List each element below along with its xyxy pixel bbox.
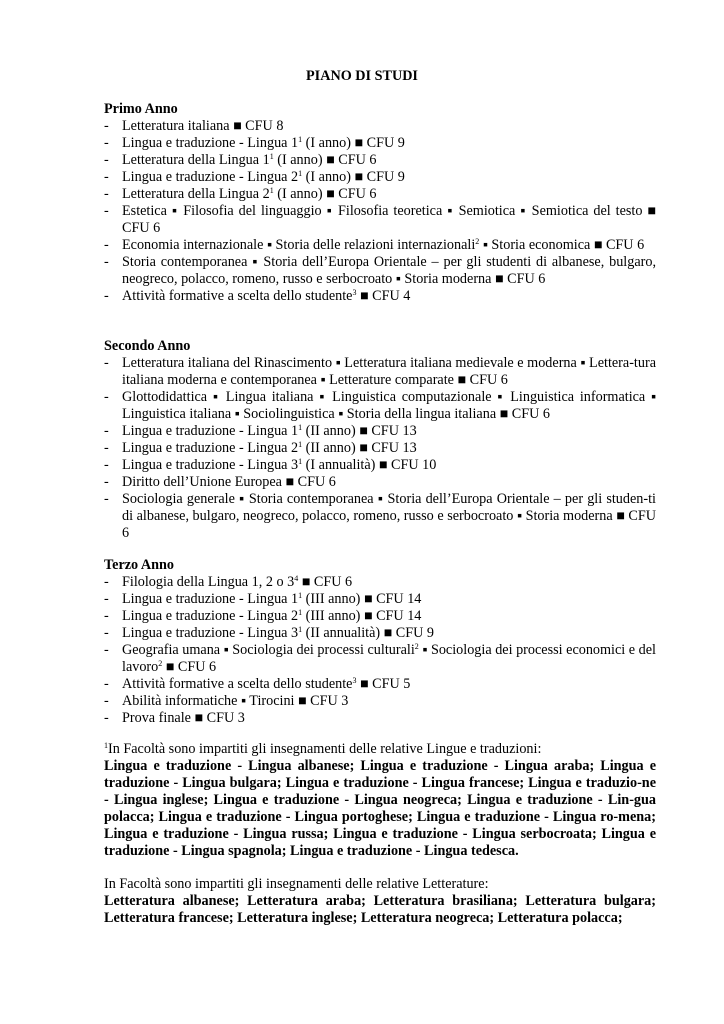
course-text: (III anno) ■ CFU 14 (302, 591, 422, 607)
course-text: (I anno) ■ CFU 6 (273, 152, 377, 168)
course-item (104, 135, 656, 152)
footnote-intro (104, 741, 656, 758)
section-terzo-anno (104, 557, 656, 727)
course-item (104, 152, 656, 169)
footnote-ref: 1 (298, 440, 303, 449)
page-title: PIANO DI STUDI (306, 68, 418, 84)
course-text: ▪ Sociologia dei processi economici e del lavoro (122, 642, 657, 675)
footnote-ref: 1 (298, 591, 303, 600)
course-item (104, 642, 656, 676)
course-text: (I annualità) ■ CFU 10 (302, 457, 437, 473)
course-text: Diritto dell’Unione Europea ■ CFU 6 (122, 474, 336, 490)
course-text: ■ CFU 4 (356, 288, 411, 304)
course-text: (III anno) ■ CFU 14 (302, 608, 422, 624)
course-item (104, 608, 656, 625)
course-text: Lingua e traduzione - Lingua 2 (122, 608, 299, 624)
footnote-ref: 2 (158, 659, 163, 668)
footnote-ref: 1 (298, 169, 303, 178)
course-item (104, 693, 656, 710)
course-text: Storia contemporanea ▪ Storia dell’Europa Orientale – per gli studenti di albanese, bulgaro, neogreco, polacco, romeno, russo e serbocroato ▪ Storia moderna ■ CFU 6 (122, 254, 656, 287)
course-item (104, 591, 656, 608)
course-item (104, 676, 656, 693)
course-list (104, 118, 656, 305)
course-item (104, 457, 656, 474)
footnote-ref: 1 (269, 152, 274, 161)
footnote-ref: 3 (352, 676, 357, 685)
section-secondo-anno (104, 338, 656, 542)
course-text: Abilità informatiche ▪ Tirocini ■ CFU 3 (122, 693, 349, 709)
course-text: ▪ Storia economica ■ CFU 6 (479, 237, 645, 253)
course-text: (II anno) ■ CFU 13 (302, 440, 417, 456)
course-text: ■ CFU 6 (298, 574, 353, 590)
course-item (104, 389, 656, 423)
course-item (104, 203, 656, 237)
section-heading: Secondo Anno (104, 338, 191, 354)
footnote-ref: 1 (298, 457, 303, 466)
footnote-letterature (104, 876, 656, 927)
course-item (104, 254, 656, 288)
course-item (104, 491, 656, 542)
section-heading: Primo Anno (104, 101, 178, 117)
footnote-ref: 1 (298, 625, 303, 634)
course-text: (I anno) ■ CFU 9 (302, 169, 405, 185)
course-item (104, 186, 656, 203)
course-item (104, 474, 656, 491)
course-text: Economia internazionale ▪ Storia delle relazioni internazionali (122, 237, 476, 253)
course-text: Lingua e traduzione - Lingua 3 (122, 625, 299, 641)
course-text: Lingua e traduzione - Lingua 2 (122, 169, 299, 185)
footnote-ref: 1 (298, 608, 303, 617)
footnote-lingue (104, 741, 656, 860)
course-text: (I anno) ■ CFU 6 (273, 186, 377, 202)
footnote-letterature-list: Letteratura albanese; Letteratura araba; Letteratura brasiliana; Letteratura bulgara; Letteratura francese; Letteratura inglese; Letteratura neogreca; Letteratura polacca; (104, 893, 656, 926)
course-text: (II annualità) ■ CFU 9 (302, 625, 435, 641)
course-list (104, 574, 656, 727)
course-list (104, 355, 656, 542)
course-text: Letteratura della Lingua 2 (122, 186, 270, 202)
course-text: Lingua e traduzione - Lingua 3 (122, 457, 299, 473)
course-text: Estetica ▪ Filosofia del linguaggio ▪ Filosofia teoretica ▪ Semiotica ▪ Semiotica del testo ■ CFU 6 (122, 203, 656, 236)
course-text: Letteratura italiana ■ CFU 8 (122, 118, 284, 134)
course-text: Lingua e traduzione - Lingua 1 (122, 591, 299, 607)
course-item (104, 237, 656, 254)
footnote-ref: 3 (352, 288, 357, 297)
footnote-ref: 1 (298, 423, 303, 432)
footnote-ref: 2 (414, 642, 419, 651)
course-text: Lingua e traduzione - Lingua 1 (122, 135, 299, 151)
section-heading: Terzo Anno (104, 557, 175, 573)
footnote-ref: 1 (298, 135, 303, 144)
course-text: Attività formative a scelta dello studente (122, 676, 353, 692)
footnote-ref: 1 (269, 186, 274, 195)
course-item (104, 169, 656, 186)
course-text: Attività formative a scelta dello studente (122, 288, 353, 304)
course-text: Lingua e traduzione - Lingua 2 (122, 440, 299, 456)
footnote-mark: 1 (104, 741, 108, 750)
course-text: Prova finale ■ CFU 3 (122, 710, 245, 726)
footnote-intro-text: In Facoltà sono impartiti gli insegnamenti delle relative Lingue e traduzioni: (108, 741, 542, 757)
course-text: (I anno) ■ CFU 9 (302, 135, 405, 151)
course-text: ■ CFU 6 (162, 659, 217, 675)
course-item (104, 440, 656, 457)
footnote-intro: In Facoltà sono impartiti gli insegnamenti delle relative Letterature: (104, 876, 489, 892)
footnote-lingue-list: Lingua e traduzione - Lingua albanese; Lingua e traduzione - Lingua araba; Lingua e traduzione - Lingua bulgara; Lingua e traduzione - Lingua francese; Lingua e traduzio-ne - Lingua inglese; Lingua e traduzione - Lingua neogreca; Lingua e traduzione - Lin-gua polacca; Lingua e traduzione - Lingua portoghese; Lingua e traduzione - Lingua ro-mena; Lingua e traduzione - Lingua russa; Lingua e traduzione - Lingua serbocroata; Lingua e traduzione - Lingua spagnola; Lingua e traduzione - Lingua tedesca. (104, 758, 656, 859)
course-text: (II anno) ■ CFU 13 (302, 423, 417, 439)
course-item (104, 355, 656, 389)
course-item (104, 625, 656, 642)
course-text: ■ CFU 5 (356, 676, 411, 692)
course-item (104, 288, 656, 305)
course-text: Sociologia generale ▪ Storia contemporanea ▪ Storia dell’Europa Orientale – per gli studen-ti di albanese, bulgaro, neogreco, polacco, romeno, russo e serbocroato ▪ Storia moderna ■ CFU 6 (122, 491, 656, 541)
course-text: Letteratura della Lingua 1 (122, 152, 270, 168)
section-primo-anno (104, 101, 656, 305)
footnote-ref: 2 (475, 237, 480, 246)
course-text: Geografia umana ▪ Sociologia dei processi culturali (122, 642, 415, 658)
course-text: Glottodidattica ▪ Lingua italiana ▪ Linguistica computazionale ▪ Linguistica informatica ▪ Linguistica italiana ▪ Sociolinguistica ▪ Storia della lingua italiana ■ CFU 6 (122, 389, 656, 422)
course-item (104, 118, 656, 135)
course-text: Filologia della Lingua 1, 2 o 3 (122, 574, 295, 590)
course-text: Letteratura italiana del Rinascimento ▪ Letteratura italiana medievale e moderna ▪ Lettera-tura italiana moderna e contemporanea ▪ Letterature comparate ■ CFU 6 (122, 355, 656, 388)
course-text: Lingua e traduzione - Lingua 1 (122, 423, 299, 439)
course-item (104, 710, 656, 727)
course-item (104, 423, 656, 440)
footnote-ref: 4 (294, 574, 299, 583)
course-item (104, 574, 656, 591)
